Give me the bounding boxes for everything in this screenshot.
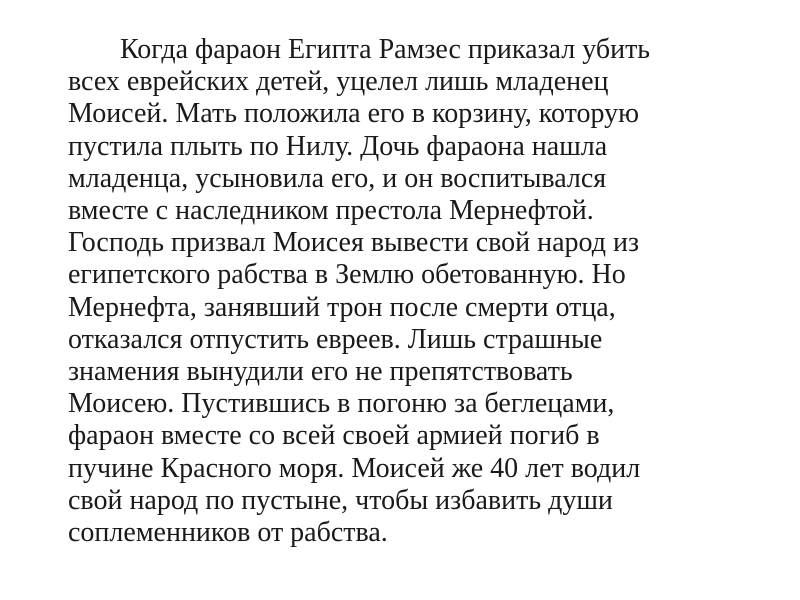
paragraph-line-9: Мернефта, занявший трон после смерти отца, [68, 291, 616, 323]
paragraph-line-3: Моисей. Мать положила его в корзину, которую [68, 98, 640, 130]
paragraph-line-6: вместе с наследником престола Мернефтой. [68, 195, 594, 227]
paragraph-line-5: младенца, усыновила его, и он воспитывался [68, 162, 607, 194]
paragraph-line-1 [68, 34, 758, 66]
paragraph-line-12: Моисею. Пустившись в погоню за беглецами, [68, 388, 615, 420]
paragraph-line-10: отказался отпустить евреев. Лишь страшные [68, 323, 603, 355]
body-paragraph [68, 34, 758, 549]
paragraph-line-13: фараон вместе со всей своей армией погиб в [68, 420, 600, 452]
paragraph-line-14: пучине Красного моря. Моисей же 40 лет водил [68, 452, 641, 484]
paragraph-line-16: соплеменников от рабства. [68, 517, 388, 549]
paragraph-line-8: египетского рабства в Землю обетованную. Но [68, 259, 626, 291]
paragraph-line-4: пустила плыть по Нилу. Дочь фараона нашла [68, 130, 608, 162]
paragraph-line-1-text: Когда фараон Египта Рамзес приказал убить [120, 34, 651, 65]
paragraph-line-7: Господь призвал Моисея вывести свой народ из [68, 227, 640, 259]
paragraph-line-11: знамения вынудили его не препятствовать [68, 356, 573, 388]
paragraph-line-15: свой народ по пустыне, чтобы избавить души [68, 484, 613, 516]
paragraph-line-2: всех еврейских детей, уцелел лишь младенец [68, 66, 609, 98]
